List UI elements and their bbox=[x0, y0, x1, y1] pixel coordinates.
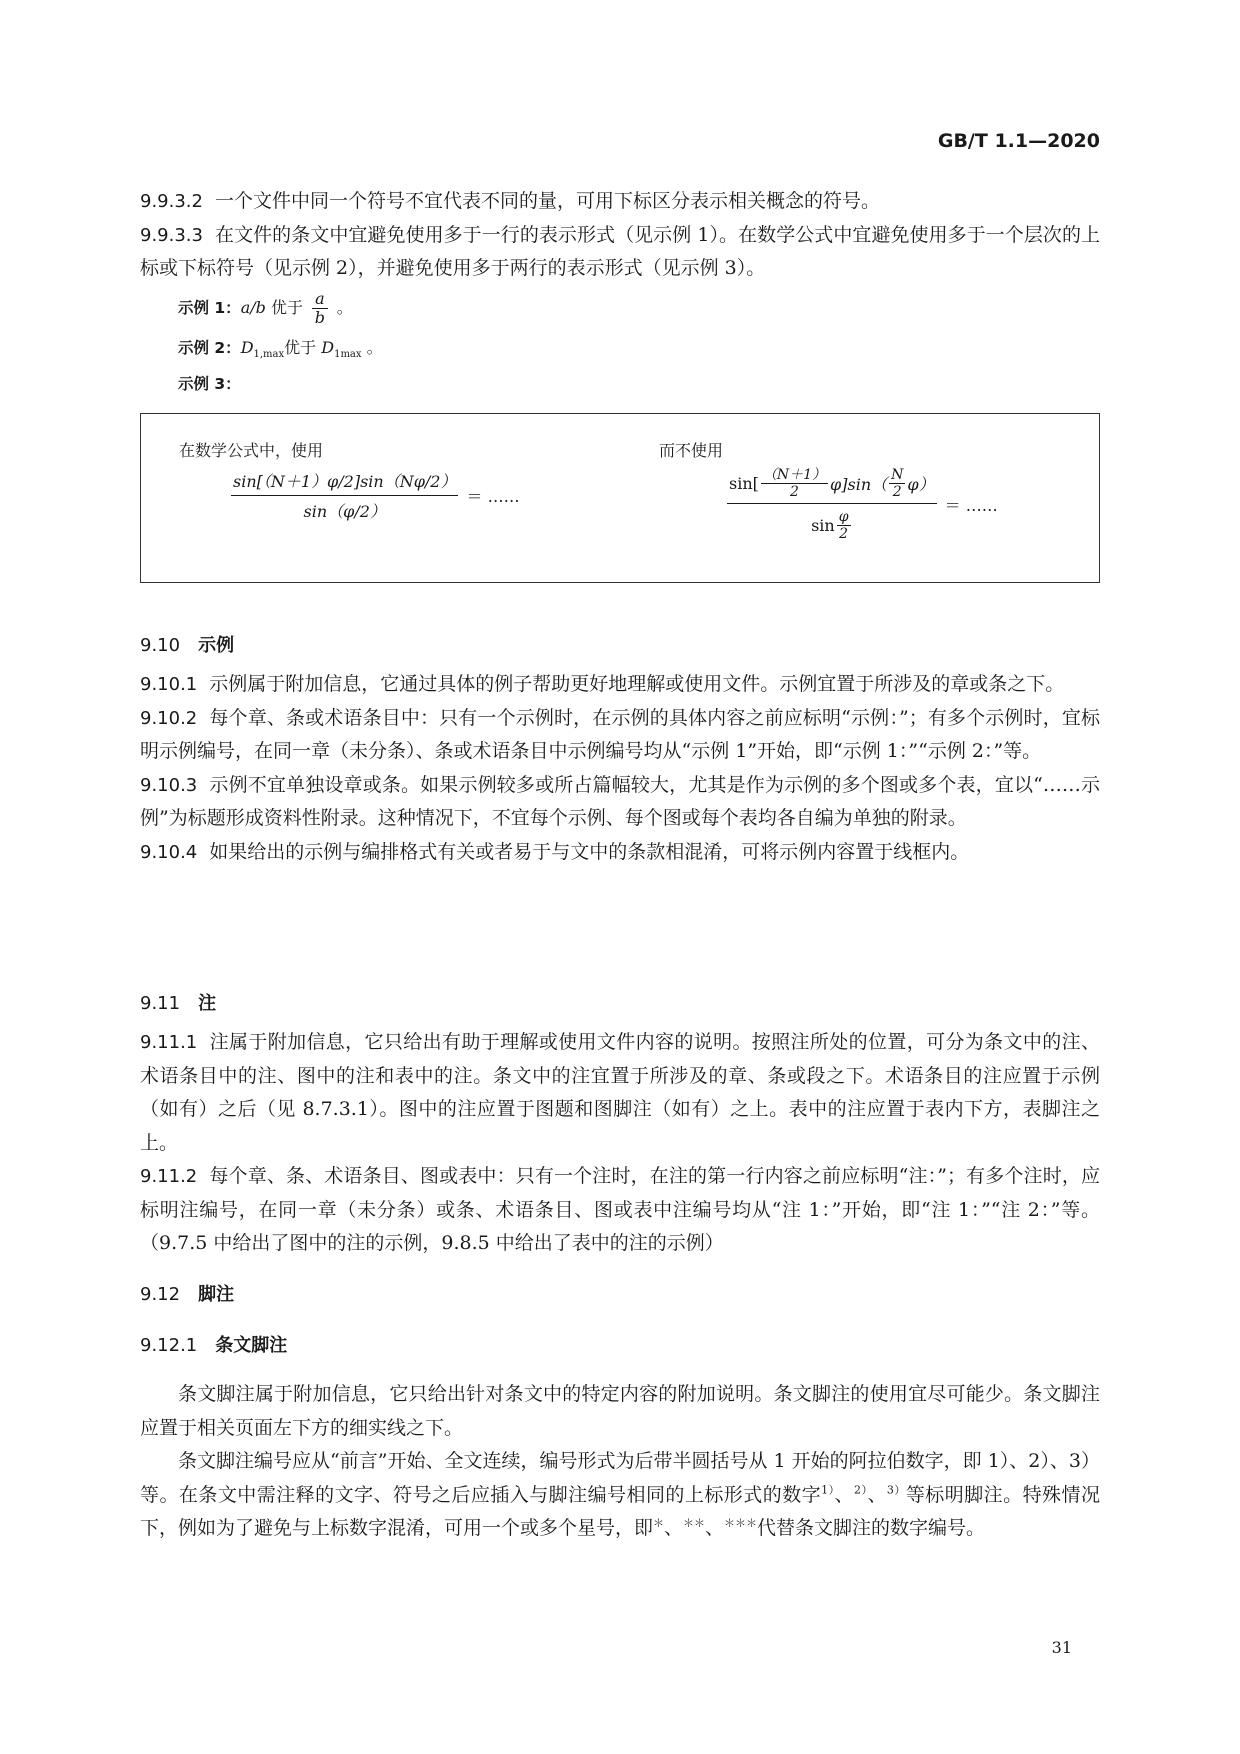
example-3-label: 示例 3： bbox=[178, 375, 241, 394]
box-right-formula bbox=[727, 467, 998, 542]
clause-9-10-4 bbox=[140, 836, 1100, 870]
section-number: 9.10 bbox=[140, 635, 181, 656]
section-9-11-body bbox=[140, 1026, 1100, 1261]
example-2-end: 。 bbox=[366, 338, 383, 357]
box-left-equals: ＝ …… bbox=[466, 487, 520, 506]
clause-text: 注属于附加信息，它只给出有助于理解或使用文件内容的说明。按照注所处的位置，可分为条文中的注、术语条目中的注、图中的注和表中的注。条文中的注宜置于所涉及的章、条或段之下。术语条目的注应置于示例（如有）之后（见 8.7.3.1）。图中的注应置于图题和图脚注（如有）之上。表中的注应置于表内下方，表脚注之上。 bbox=[140, 1031, 1100, 1154]
page-number: 31 bbox=[1051, 1638, 1072, 1657]
clause-9-9-3-3 bbox=[140, 219, 1100, 286]
examples-block bbox=[140, 290, 1100, 397]
paragraph-2-part-a: 条文脚注编号应从“前言”开始、全文连续，编号形式为后带半圆括号从 1 开始的阿拉伯数字，即 1）、2）、3）等。在条文中需注释的文字、符号之后应插入与脚注编号相同的上标形式的数字 bbox=[140, 1450, 1100, 1506]
subsection-number: 9.12.1 bbox=[140, 1335, 198, 1356]
paragraph-2-part-c: 代替条文脚注的数字编号。 bbox=[757, 1517, 986, 1539]
separator: 、 bbox=[664, 1517, 684, 1539]
inner-fraction-1-numerator: （N＋1） bbox=[762, 467, 827, 483]
box-left-title: 在数学公式中，使用 bbox=[179, 441, 324, 460]
box-right-mid: φ]sin（ bbox=[830, 475, 888, 494]
example-2-symbol-b: D bbox=[321, 338, 335, 357]
example-1-fraction bbox=[312, 290, 328, 327]
example-1 bbox=[178, 290, 1100, 327]
example-2-symbol-a: D bbox=[240, 338, 254, 357]
clause-number: 9.9.3.2 bbox=[140, 191, 203, 212]
box-right-den-fraction bbox=[837, 509, 851, 542]
separator: 、 bbox=[834, 1483, 855, 1506]
example-3-box bbox=[140, 413, 1100, 583]
section-title: 脚注 bbox=[198, 1284, 235, 1305]
clause-9-11-2 bbox=[140, 1160, 1100, 1261]
clause-number: 9.11.2 bbox=[140, 1166, 198, 1187]
clause-number: 9.10.1 bbox=[140, 674, 198, 695]
section-heading bbox=[140, 1283, 1100, 1307]
box-left-denominator: sin（φ/2） bbox=[303, 502, 386, 521]
example-1-numerator: a bbox=[312, 290, 328, 309]
clause-number: 9.11.1 bbox=[140, 1032, 198, 1053]
inner-fraction-1-denominator: 2 bbox=[790, 484, 799, 500]
example-1-denominator: b bbox=[314, 308, 325, 327]
clause-text: 示例属于附加信息，它通过具体的例子帮助更好地理解或使用文件。示例宜置于所涉及的章或条之下。 bbox=[209, 673, 1065, 695]
inner-fraction-2-denominator: 2 bbox=[892, 484, 902, 500]
example-2-prefer: 优于 bbox=[284, 338, 317, 357]
subsection-title: 条文脚注 bbox=[215, 1335, 288, 1356]
inner-fraction-2-numerator: N bbox=[891, 467, 904, 483]
example-3 bbox=[178, 371, 1100, 397]
clause-number: 9.10.4 bbox=[140, 841, 198, 863]
clause-text: 一个文件中同一个符号不宜代表不同的量，可用下标区分表示相关概念的符号。 bbox=[214, 190, 880, 212]
superscript-1: 1） bbox=[821, 1483, 835, 1497]
section-9-11-heading bbox=[140, 992, 1100, 1016]
box-right-equals: ＝ …… bbox=[944, 496, 998, 515]
separator: 、 bbox=[705, 1517, 725, 1539]
example-1-inline-formula: a/b bbox=[240, 298, 266, 317]
clause-9-9-3-2 bbox=[140, 185, 1100, 219]
clause-number: 9.10.2 bbox=[140, 707, 198, 729]
section-title: 注 bbox=[198, 993, 217, 1014]
example-2-subscript-a: 1,max bbox=[253, 349, 285, 361]
example-2-label: 示例 2： bbox=[178, 339, 241, 357]
section-9-12-1-body bbox=[140, 1378, 1100, 1546]
box-right-column bbox=[659, 438, 998, 542]
den-fraction-numerator: φ bbox=[838, 509, 849, 525]
clause-9-10-1 bbox=[140, 668, 1100, 702]
clauses-9-9-3 bbox=[140, 185, 1100, 286]
box-left-numerator: sin[（N＋1）φ/2]sin（Nφ/2） bbox=[231, 469, 458, 496]
footnote-paragraph-1: 条文脚注属于附加信息，它只给出针对条文中的特定内容的附加说明。条文脚注的使用宜尽可能少。条文脚注应置于相关页面左下方的细实线之下。 bbox=[140, 1383, 1100, 1439]
box-right-numerator bbox=[727, 467, 937, 504]
box-right-inner-fraction-1 bbox=[761, 467, 828, 500]
clause-number: 9.10.3 bbox=[140, 774, 198, 796]
example-2-subscript-b: 1max bbox=[334, 349, 362, 361]
superscript-2: 2） bbox=[854, 1483, 868, 1497]
box-right-den-sin: sin bbox=[811, 516, 835, 535]
box-right-sin-open: sin[ bbox=[729, 474, 759, 493]
example-1-end: 。 bbox=[336, 298, 353, 317]
box-right-inner-fraction-2 bbox=[889, 467, 905, 500]
section-heading bbox=[140, 992, 1100, 1016]
clause-text: 示例不宜单独设章或条。如果示例较多或所占篇幅较大，尤其是作为示例的多个图或多个表，宜以“……示例”为标题形成资料性附录。这种情况下，不宜每个示例、每个图或每个表均各自编为单独的附录。 bbox=[140, 773, 1100, 829]
example-1-label: 示例 1： bbox=[178, 299, 241, 317]
clause-text: 如果给出的示例与编排格式有关或者易于与文中的条款相混淆，可将示例内容置于线框内。 bbox=[209, 840, 970, 863]
section-number: 9.11 bbox=[140, 993, 181, 1014]
box-right-fraction bbox=[727, 467, 937, 542]
star-2: ＊＊ bbox=[683, 1516, 706, 1530]
separator: 、 bbox=[867, 1483, 887, 1506]
clause-text: 每个章、条、术语条目、图或表中：只有一个注时，在注的第一行内容之前应标明“注：”；有多个注时，应标明注编号，在同一章（未分条）或条、术语条目、图或表中注编号均从“注 1：”开始，即“注 1：”“注 2：”等。（9.7.5 中给出了图中的注的示例，9.8.5 中给出了表中的注的示例） bbox=[140, 1165, 1100, 1254]
clause-number: 9.9.3.3 bbox=[140, 224, 203, 246]
standard-code-header: GB/T 1.1—2020 bbox=[937, 130, 1100, 152]
footnote-paragraph-2 bbox=[140, 1445, 1100, 1546]
example-2 bbox=[178, 331, 1100, 371]
box-left-fraction bbox=[231, 469, 458, 522]
section-9-12-1-heading bbox=[140, 1334, 1100, 1358]
paragraph-2-part-b: 等标明脚注。特殊情况下，例如为了避免与上标数字混淆，可用一个或多个星号，即 bbox=[140, 1483, 1100, 1539]
clause-9-11-1 bbox=[140, 1026, 1100, 1160]
section-heading bbox=[140, 634, 1100, 658]
clause-9-10-2 bbox=[140, 702, 1100, 769]
den-fraction-denominator: 2 bbox=[839, 526, 849, 542]
star-1: ＊ bbox=[653, 1516, 665, 1530]
box-left-column bbox=[179, 438, 520, 522]
clause-text: 在文件的条文中宜避免使用多于一行的表示形式（见示例 1）。在数学公式中宜避免使用多于一个层次的上标或下标符号（见示例 2），并避免使用多于两行的表示形式（见示例 3）。 bbox=[140, 223, 1100, 279]
subsection-heading bbox=[140, 1334, 1100, 1358]
section-title: 示例 bbox=[198, 635, 235, 656]
box-right-title: 而不使用 bbox=[659, 441, 724, 460]
clause-9-10-3 bbox=[140, 769, 1100, 836]
box-left-formula bbox=[231, 469, 520, 522]
superscript-3: 3） bbox=[886, 1483, 906, 1497]
section-9-10-heading bbox=[140, 634, 1100, 658]
section-9-10-body bbox=[140, 668, 1100, 869]
box-right-denominator bbox=[811, 504, 852, 542]
example-1-prefer: 优于 bbox=[270, 298, 303, 317]
clause-text: 每个章、条或术语条目中：只有一个示例时，在示例的具体内容之前应标明“示例：”；有多个示例时，宜标明示例编号，在同一章（未分条）、条或术语条目中示例编号均从“示例 1”开始，即“示例 1：”“示例 2：”等。 bbox=[140, 706, 1100, 762]
section-9-12-heading bbox=[140, 1283, 1100, 1307]
section-number: 9.12 bbox=[140, 1284, 181, 1305]
box-right-close: φ） bbox=[907, 475, 935, 494]
star-3: ＊＊＊ bbox=[724, 1516, 758, 1530]
